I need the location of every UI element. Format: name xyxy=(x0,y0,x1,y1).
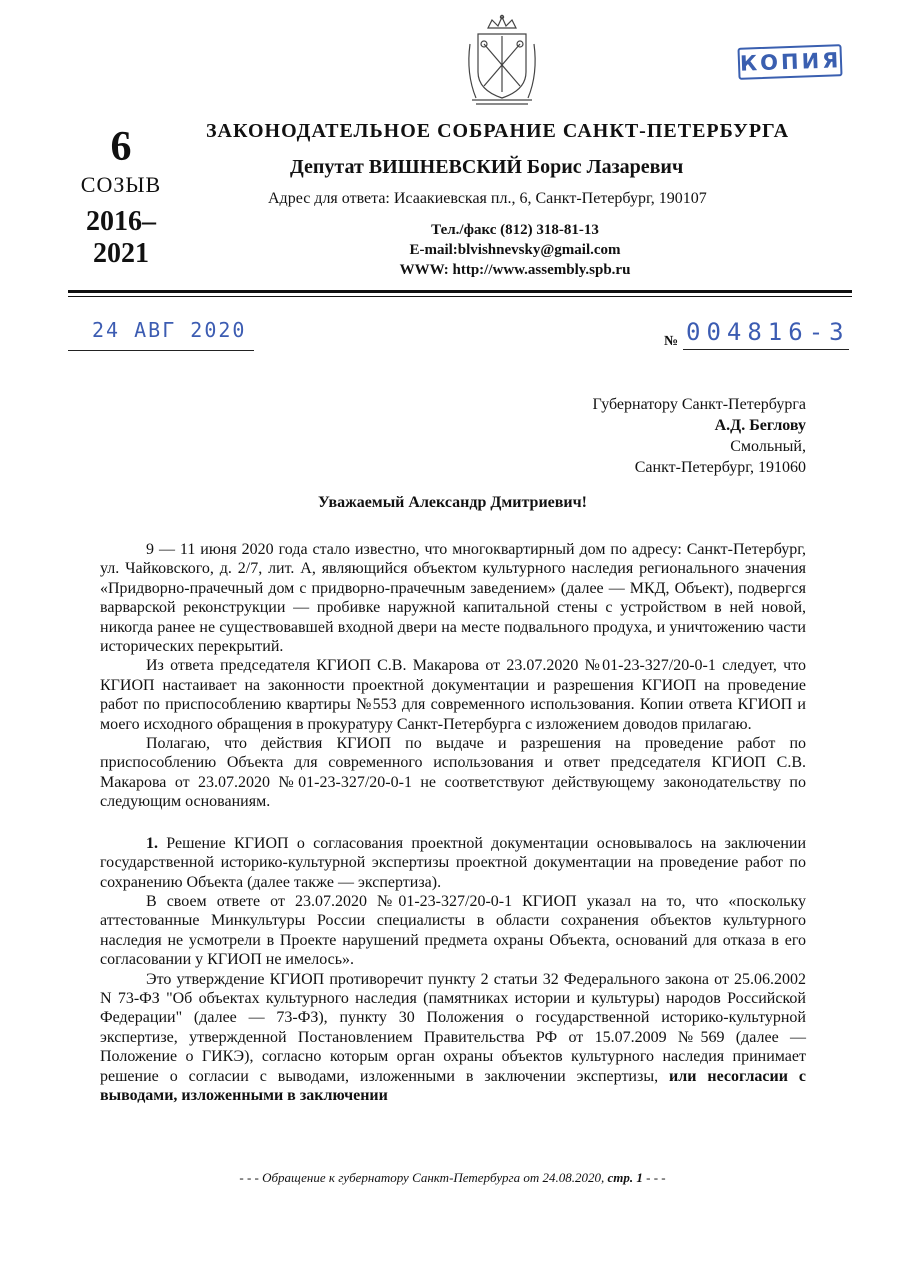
addressee-block xyxy=(540,394,806,478)
number-sign: № xyxy=(664,334,679,349)
paragraph-6 xyxy=(100,970,806,1106)
copy-stamp: КОПИЯ xyxy=(737,44,842,80)
convocation-number: 6 xyxy=(110,124,132,170)
letter-body xyxy=(100,540,806,1105)
paragraph-2: Из ответа председателя КГИОП С.В. Макарова от 23.07.2020 №01-23-327/20-0-1 следует, что КГИОП настаивает на законности проектной документации и разрешения КГИОП на проведение работ по приспособлению квартиры №553 для современного использования. Копии ответа КГИОП и моего исходного обращения в прокуратуру Санкт-Петербурга с изложением доводов прилагаю. xyxy=(100,657,806,733)
addressee-city: Санкт-Петербург, 191060 xyxy=(634,459,806,476)
paragraph-1: 9 — 11 июня 2020 года стало известно, что многоквартирный дом по адресу: Санкт-Петербург, ул. Чайковского, д. 2/7, лит. А, являющийся объектом культурного наследия регионального значения «Придворно-прачечный дом с придворно-прачечным заведением» (далее — МКД, Объект), подвергся варварской реконструкции — пробивке наружной капитальной стены с устройством в ней новой, никогда ранее не существовавшей входной двери на месте подвального продуха, и уничтожению части исторических перекрытий. xyxy=(100,541,806,656)
addressee-position: Губернатору Санкт-Петербурга xyxy=(592,396,806,413)
footer-tail: - - - xyxy=(642,1170,666,1185)
footer-page: стр. 1 xyxy=(607,1170,643,1185)
paragraph-4 xyxy=(100,834,806,892)
letterhead-rule-thick xyxy=(68,290,852,293)
phone-fax: Тел./факс (812) 318-81-13 xyxy=(431,222,599,238)
page-footer xyxy=(0,1170,905,1186)
deputy-name: Депутат ВИШНЕВСКИЙ Борис Лазаревич xyxy=(290,156,684,178)
paragraph-3: Полагаю, что действия КГИОП по выдаче и разрешения на проведение работ по приспособлению Объекта для современного использования и ответ председателя КГИОП С.В. Макарова от 23.07.2020 №01-23-327/20-0-1 не соответствуют действующему законодательству по следующим основаниям. xyxy=(100,735,806,811)
email: E-mail:blvishnevsky@gmail.com xyxy=(409,242,621,258)
convocation-years xyxy=(66,206,176,270)
website: WWW: http://www.assembly.spb.ru xyxy=(399,262,631,278)
paragraph-6-bold: или несогласии с выводами, изложенными в заключении xyxy=(100,1067,806,1104)
paragraph-4-text: Решение КГИОП о согласования проектной документации основывалось на заключении государственной историко-культурной экспертизы проектной документации на проведение работ по сохранению Объекта (далее также — экспертиза). xyxy=(100,834,806,891)
paragraph-5: В своем ответе от 23.07.2020 №01-23-327/20-0-1 КГИОП указал на то, что «поскольку аттестованные Минкультуры России специалисты в области сохранения объектов культурного наследия не усмотрели в Проекте нарушений предмета охраны Объекта, оснований для отказа в его согласовании у КГИОП не имелось». xyxy=(100,892,806,969)
reply-address: Адрес для ответа: Исаакиевская пл., 6, Санкт-Петербург, 190107 xyxy=(268,190,707,207)
convocation-years-start: 2016– xyxy=(86,206,156,237)
point-number: 1. xyxy=(146,834,158,852)
number-underline xyxy=(683,349,849,350)
convocation-label: СОЗЫВ xyxy=(80,172,162,197)
letterhead-rule-thin xyxy=(68,296,852,297)
date-underline xyxy=(68,350,254,351)
addressee-place: Смольный, xyxy=(730,438,806,455)
salutation: Уважаемый Александр Дмитриевич! xyxy=(318,494,587,511)
convocation-years-end: 2021 xyxy=(93,238,149,269)
paragraph-6-text: Это утверждение КГИОП противоречит пункту 2 статьи 32 Федерального закона от 25.06.2002 N 73-ФЗ "Об объектах культурного наследия (памятниках истории и культуры) народов Российской Федерации" (далее — 73-ФЗ), пункту 30 Положения о государственной историко-культурной экспертизе, утвержденной Постановлением Правительства РФ от 15.07.2009 №569 (далее — Положение о ГИКЭ), согласно которым орган охраны объектов культурного наследия принимает решение о согласии с выводами, изложенными в заключении экспертизы, xyxy=(100,970,806,1085)
footer-text: - - - Обращение к губернатору Санкт-Петербурга от 24.08.2020, xyxy=(239,1170,608,1185)
registration-number: 004816-3 xyxy=(686,318,850,346)
coat-of-arms-emblem xyxy=(462,14,542,110)
registration-date: 24 АВГ 2020 xyxy=(92,318,247,342)
convocation-block xyxy=(66,124,176,270)
contacts-block xyxy=(330,220,700,280)
assembly-title: ЗАКОНОДАТЕЛЬНОЕ СОБРАНИЕ САНКТ-ПЕТЕРБУРГА xyxy=(206,120,790,142)
addressee-name: А.Д. Беглову xyxy=(714,417,806,434)
